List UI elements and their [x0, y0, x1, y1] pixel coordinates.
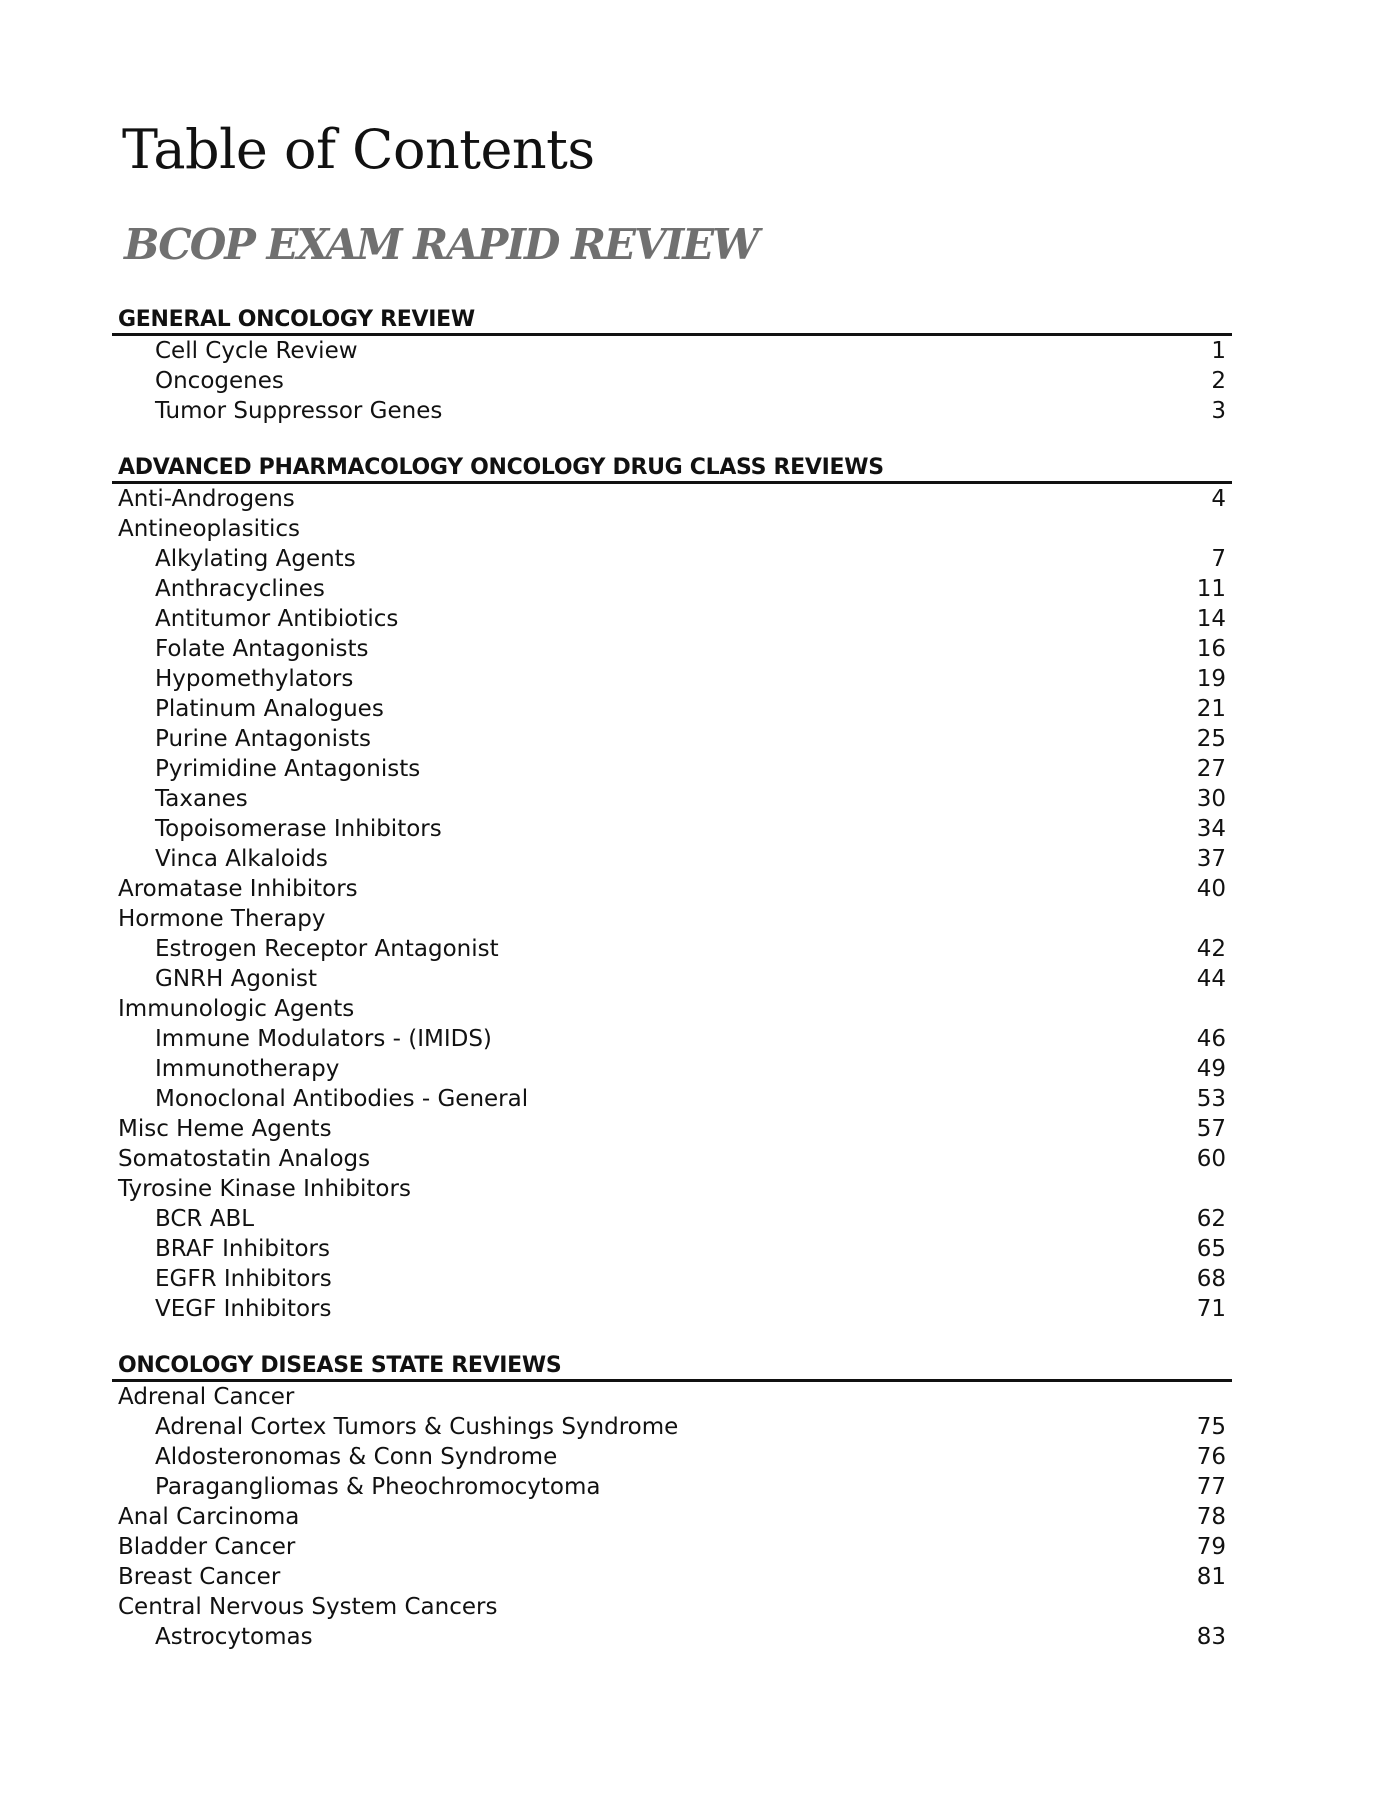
toc-subentry[interactable]	[112, 664, 1232, 694]
entry-page-number: 44	[1196, 966, 1226, 992]
toc-entry[interactable]	[112, 994, 1232, 1024]
entry-page-number: 21	[1196, 696, 1226, 722]
entry-label: Antineoplasitics	[118, 516, 301, 542]
entry-label: Adrenal Cancer	[118, 1384, 295, 1410]
toc-subentry[interactable]	[112, 964, 1232, 994]
entry-label: VEGF Inhibitors	[155, 1296, 332, 1322]
entry-label: Topoisomerase Inhibitors	[155, 816, 442, 842]
entry-page-number: 34	[1196, 816, 1226, 842]
toc-entry[interactable]	[112, 1174, 1232, 1204]
toc-subentry[interactable]	[112, 634, 1232, 664]
toc-entry[interactable]	[112, 1382, 1232, 1412]
page-title: Table of Contents	[122, 118, 595, 181]
toc-subentry[interactable]	[112, 544, 1232, 574]
entry-label: Taxanes	[155, 786, 248, 812]
entry-page-number: 75	[1196, 1414, 1226, 1440]
toc-entry-list	[112, 336, 1232, 426]
toc-subentry[interactable]	[112, 1024, 1232, 1054]
entry-label: Immunotherapy	[155, 1056, 340, 1082]
toc-entry[interactable]	[112, 1562, 1232, 1592]
toc-subentry[interactable]	[112, 754, 1232, 784]
entry-label: Aldosteronomas & Conn Syndrome	[155, 1444, 558, 1470]
entry-label: Platinum Analogues	[155, 696, 384, 722]
section-header: GENERAL ONCOLOGY REVIEW	[112, 306, 1232, 336]
entry-page-number: 57	[1196, 1116, 1226, 1142]
toc-subentry[interactable]	[112, 814, 1232, 844]
entry-page-number: 27	[1196, 756, 1226, 782]
toc-subentry[interactable]	[112, 844, 1232, 874]
entry-label: Adrenal Cortex Tumors & Cushings Syndrome	[155, 1414, 679, 1440]
entry-label: Immunologic Agents	[118, 996, 355, 1022]
toc-entry[interactable]	[112, 484, 1232, 514]
entry-page-number: 14	[1196, 606, 1226, 632]
entry-label: Monoclonal Antibodies - General	[155, 1086, 529, 1112]
entry-label: Folate Antagonists	[155, 636, 369, 662]
entry-page-number: 71	[1196, 1296, 1226, 1322]
toc-subentry[interactable]	[112, 1294, 1232, 1324]
entry-label: Anal Carcinoma	[118, 1504, 300, 1530]
entry-label: Anti-Androgens	[118, 486, 295, 512]
entry-label: Astrocytomas	[155, 1624, 313, 1650]
toc-subentry[interactable]	[112, 396, 1232, 426]
entry-page-number: 1	[1211, 338, 1226, 364]
entry-page-number: 68	[1196, 1266, 1226, 1292]
entry-page-number: 3	[1211, 398, 1226, 424]
entry-page-number: 19	[1196, 666, 1226, 692]
toc-section	[112, 454, 1232, 1324]
entry-label: BCR ABL	[155, 1206, 255, 1232]
entry-label: Paragangliomas & Pheochromocytoma	[155, 1474, 601, 1500]
toc-subentry[interactable]	[112, 1442, 1232, 1472]
entry-page-number: 79	[1196, 1534, 1226, 1560]
entry-page-number: 7	[1211, 546, 1226, 572]
entry-page-number: 30	[1196, 786, 1226, 812]
entry-page-number: 16	[1196, 636, 1226, 662]
toc-subentry[interactable]	[112, 784, 1232, 814]
toc-entry[interactable]	[112, 1144, 1232, 1174]
toc-subentry[interactable]	[112, 1054, 1232, 1084]
toc-subentry[interactable]	[112, 934, 1232, 964]
entry-page-number: 81	[1196, 1564, 1226, 1590]
section-header: ONCOLOGY DISEASE STATE REVIEWS	[112, 1352, 1232, 1382]
entry-page-number: 25	[1196, 726, 1226, 752]
entry-label: Aromatase Inhibitors	[118, 876, 358, 902]
toc-subentry[interactable]	[112, 1264, 1232, 1294]
toc-subentry[interactable]	[112, 694, 1232, 724]
entry-page-number: 60	[1196, 1146, 1226, 1172]
entry-label: Alkylating Agents	[155, 546, 356, 572]
toc-subentry[interactable]	[112, 336, 1232, 366]
toc-entry[interactable]	[112, 874, 1232, 904]
entry-label: Somatostatin Analogs	[118, 1146, 371, 1172]
toc-subentry[interactable]	[112, 1472, 1232, 1502]
entry-page-number: 53	[1196, 1086, 1226, 1112]
entry-page-number: 42	[1196, 936, 1226, 962]
entry-label: Tyrosine Kinase Inhibitors	[118, 1176, 411, 1202]
toc-entry[interactable]	[112, 1592, 1232, 1622]
entry-label: Purine Antagonists	[155, 726, 371, 752]
entry-label: Immune Modulators - (IMIDS)	[155, 1026, 492, 1052]
entry-page-number: 4	[1211, 486, 1226, 512]
entry-page-number: 40	[1196, 876, 1226, 902]
entry-page-number: 62	[1196, 1206, 1226, 1232]
entry-page-number: 78	[1196, 1504, 1226, 1530]
entry-page-number: 77	[1196, 1474, 1226, 1500]
entry-label: GNRH Agonist	[155, 966, 317, 992]
entry-label: Vinca Alkaloids	[155, 846, 328, 872]
toc-entry[interactable]	[112, 1502, 1232, 1532]
entry-label: Misc Heme Agents	[118, 1116, 332, 1142]
toc-entry[interactable]	[112, 1532, 1232, 1562]
toc-section	[112, 306, 1232, 426]
toc-subentry[interactable]	[112, 604, 1232, 634]
entry-label: Oncogenes	[155, 368, 284, 394]
document-subtitle: BCOP EXAM RAPID REVIEW	[124, 220, 758, 269]
entry-label: Cell Cycle Review	[155, 338, 358, 364]
entry-label: Hypomethylators	[155, 666, 354, 692]
toc-subentry[interactable]	[112, 366, 1232, 396]
toc-entry[interactable]	[112, 904, 1232, 934]
toc-subentry[interactable]	[112, 1204, 1232, 1234]
entry-page-number: 46	[1196, 1026, 1226, 1052]
toc-subentry[interactable]	[112, 1622, 1232, 1652]
toc-section	[112, 1352, 1232, 1652]
entry-label: Bladder Cancer	[118, 1534, 296, 1560]
toc-subentry[interactable]	[112, 1412, 1232, 1442]
table-of-contents	[112, 306, 1232, 1680]
entry-page-number: 49	[1196, 1056, 1226, 1082]
toc-subentry[interactable]	[112, 724, 1232, 754]
toc-entry[interactable]	[112, 514, 1232, 544]
entry-page-number: 2	[1211, 368, 1226, 394]
entry-page-number: 76	[1196, 1444, 1226, 1470]
section-header: ADVANCED PHARMACOLOGY ONCOLOGY DRUG CLASS REVIEWS	[112, 454, 1232, 484]
entry-label: Breast Cancer	[118, 1564, 281, 1590]
toc-subentry[interactable]	[112, 574, 1232, 604]
entry-label: Anthracyclines	[155, 576, 325, 602]
entry-label: Pyrimidine Antagonists	[155, 756, 421, 782]
entry-page-number: 65	[1196, 1236, 1226, 1262]
entry-label: Estrogen Receptor Antagonist	[155, 936, 499, 962]
toc-entry-list	[112, 1382, 1232, 1652]
toc-subentry[interactable]	[112, 1084, 1232, 1114]
entry-label: Tumor Suppressor Genes	[155, 398, 443, 424]
entry-page-number: 37	[1196, 846, 1226, 872]
entry-label: EGFR Inhibitors	[155, 1266, 332, 1292]
toc-entry[interactable]	[112, 1114, 1232, 1144]
entry-label: Antitumor Antibiotics	[155, 606, 399, 632]
entry-page-number: 11	[1196, 576, 1226, 602]
toc-entry-list	[112, 484, 1232, 1324]
entry-label: Hormone Therapy	[118, 906, 326, 932]
entry-page-number: 83	[1196, 1624, 1226, 1650]
entry-label: Central Nervous System Cancers	[118, 1594, 498, 1620]
entry-label: BRAF Inhibitors	[155, 1236, 330, 1262]
toc-subentry[interactable]	[112, 1234, 1232, 1264]
